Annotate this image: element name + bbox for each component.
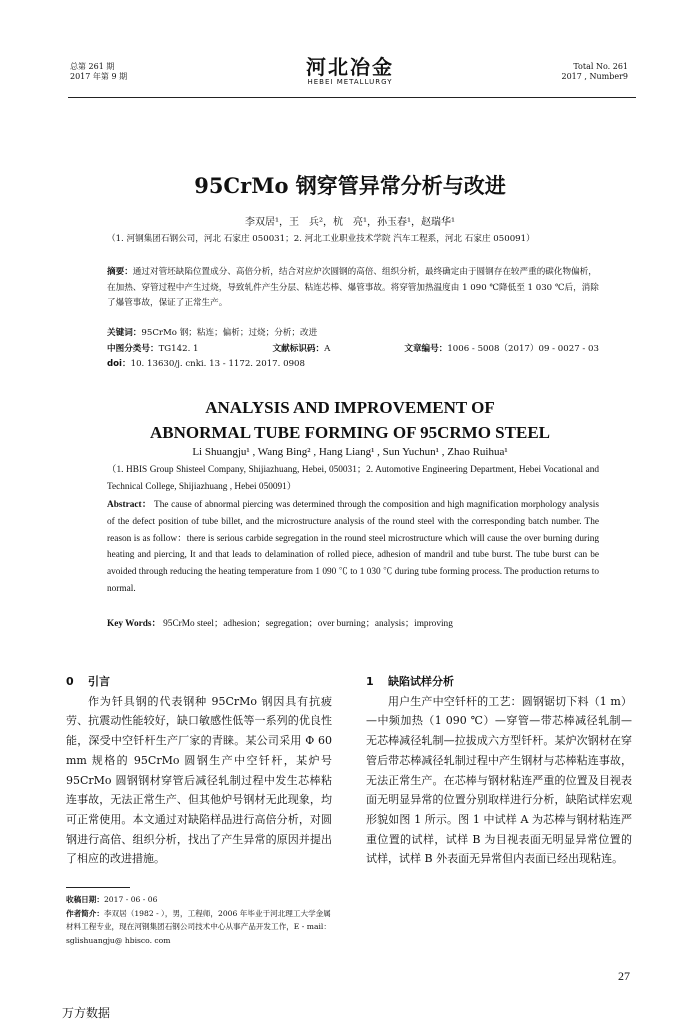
section-0-title: 引言 xyxy=(88,675,110,688)
keywords-en xyxy=(107,616,599,633)
total-issue-cn: 总第 261 期 xyxy=(70,62,115,71)
doccode-label: 文献标识码： xyxy=(272,344,325,354)
clc-code xyxy=(107,342,199,354)
watermark-text: 万方数据 xyxy=(62,1006,111,1020)
affiliation-cn: （1. 河钢集团石钢公司，河北 石家庄 050031；2. 河北工业职业技术学院 汽车工程系，河北 石家庄 050091） xyxy=(107,234,535,244)
doccode-value: A xyxy=(324,344,331,354)
doi-value: 10. 13630/j. cnki. 13 - 1172. 2017. 0908 xyxy=(130,359,305,369)
section-1-title: 缺陷试样分析 xyxy=(388,675,454,688)
section-1-number: 1 xyxy=(366,675,374,688)
section-0-number: 0 xyxy=(66,675,74,688)
clc-value: TG142. 1 xyxy=(158,344,199,354)
abstract-en xyxy=(107,497,599,598)
section-1-paragraph: 用户生产中空钎杆的工艺：圆钢锯切下料（1 m）—中频加热（1 090 ℃）—穿管—带芯棒减径轧制—无芯棒减径轧制—拉拔成六方型钎杆。某炉次钢材在穿管后带芯棒减径轧制过程中产生钢材与芯棒粘连事故，无法正常生产。在芯棒与钢材粘连严重的位置及目视表面无明显异常的位置分别取样进行分析，缺陷试样宏观形貌如图 1 所示。图 1 中试样 A 为芯棒与钢材粘连严重位置的试样，试样 B 为目视表面无明显异常位置的试样，试样 B 外表面无异常但内表面已经出现粘连。 xyxy=(366,694,632,866)
footnote-author xyxy=(66,907,336,948)
year-issue-cn: 2017 年第 9 期 xyxy=(70,72,128,81)
total-issue-en: Total No. 261 xyxy=(573,62,628,71)
title-en-line1: ANALYSIS AND IMPROVEMENT OF xyxy=(205,398,495,417)
keywords-cn-label: 关键词： xyxy=(107,328,142,338)
abstract-cn xyxy=(107,265,599,312)
article-no-value: 1006 - 5008（2017）09 - 0027 - 03 xyxy=(447,344,599,354)
document-code xyxy=(273,342,331,354)
section-0-heading xyxy=(66,672,332,692)
article-number xyxy=(404,342,599,354)
abstract-en-text: The cause of abnormal piercing was determined through the composition and high magnification morphology analysis of the defect position of tube billet, and the microstructure analysis of the round steel with the corresponding batch number. The reason is as follow：there is serious carbide segregation in the round steel microstructure which will cause the over burning during heating and piercing, It and that leads to delamination of rolled piece, adhesion of mandril and tube burst. The tube burst can be avoided through reducing the heating temperature from 1 090 ℃ to 1 030 ℃ during tube forming process. The production returns to normal. xyxy=(107,500,599,594)
abstract-cn-label: 摘要： xyxy=(107,267,133,277)
author-bio-label: 作者简介： xyxy=(66,908,104,918)
header-rule xyxy=(68,97,636,98)
abstract-en-label: Abstract： xyxy=(107,500,152,510)
doi xyxy=(107,357,305,369)
article-title-en xyxy=(0,395,700,445)
keywords-en-text: 95CrMo steel；adhesion；segregation；over burning；analysis；improving xyxy=(163,619,453,629)
received-date: 2017 - 06 - 06 xyxy=(103,895,158,904)
clc-label: 中图分类号： xyxy=(107,344,159,354)
section-0-paragraph: 作为钎具钢的代表钢种 95CrMo 钢因具有抗疲劳、抗震动性能较好，缺口敏感性低等一系列的优良性能，深受中空钎杆生产厂家的青睐。某公司采用 Φ 60 mm 规格的 95CrMo 圆钢生产中空钎杆，某炉号 95CrMo 圆钢钢材穿管后减径轧制过程中发生芯棒粘连事故，无法正常生产、但其他炉号钢材无此现象，均可正常使用。本文通过对缺陷样品进行高倍分析，对圆钢进行高倍、组织分析，找出了产生异常的原因并提出了相应的改进措施。 xyxy=(66,694,332,866)
keywords-cn xyxy=(107,326,599,342)
authors-cn: 李双居¹，王 兵²，杭 亮¹，孙玉春¹，赵瑞华¹ xyxy=(244,217,456,228)
journal-name-en: HEBEI METALLURGY xyxy=(307,78,393,86)
footnote xyxy=(66,893,336,947)
received-label: 收稿日期： xyxy=(66,895,104,904)
journal-name-cn: 河北冶金 xyxy=(306,55,394,79)
keywords-cn-text: 95CrMo 钢；粘连；偏析；过烧；分析；改进 xyxy=(141,328,318,338)
author-bio: 李双居（1982 - ），男，工程师，2006 年毕业于河北理工大学金属材料工程专业，现在河钢集团石钢公司技术中心从事产品开发工作，E - mail：sglishuangju@ hbisco. com xyxy=(66,908,331,945)
page-number: 27 xyxy=(618,969,630,983)
doi-label: doi： xyxy=(107,359,131,369)
article-no-label: 文章编号： xyxy=(404,344,448,354)
article-title-cn: 95CrMo 钢穿管异常分析与改进 xyxy=(194,173,506,198)
affiliation-en: （1. HBIS Group Shisteel Company, Shijiazhuang, Hebei, 050031；2. Automotive Engineering Department, Hebei Vocational and Technical College, Shijiazhuang , Hebei 050091） xyxy=(107,465,599,492)
footnote-received xyxy=(66,893,336,907)
title-en-line2: ABNORMAL TUBE FORMING OF 95CRMO STEEL xyxy=(149,423,550,442)
footnote-rule xyxy=(66,887,130,888)
classification-row xyxy=(107,342,599,354)
keywords-en-label: Key Words： xyxy=(107,619,161,629)
column-left xyxy=(66,672,332,869)
abstract-cn-text: 通过对管坯缺陷位置成分、高倍分析，结合对应炉次圆钢的高倍、组织分析，最终确定由于圆钢存在较严重的碳化物偏析，在加热、穿管过程中产生过烧，导致轧件产生分层、粘连芯棒、爆管事故。将穿管加热温度由 1 090 ℃降低至 1 030 ℃后，消除了爆管事故，保证了正常生产。 xyxy=(107,267,599,308)
authors-en: Li Shuangju¹ , Wang Bing² , Hang Liang¹ , Sun Yuchun¹ , Zhao Ruihua¹ xyxy=(192,446,508,458)
year-issue-en: 2017 , Number9 xyxy=(561,72,628,81)
section-1-heading xyxy=(366,672,632,692)
column-right xyxy=(366,672,632,869)
issue-info-right xyxy=(562,62,629,82)
